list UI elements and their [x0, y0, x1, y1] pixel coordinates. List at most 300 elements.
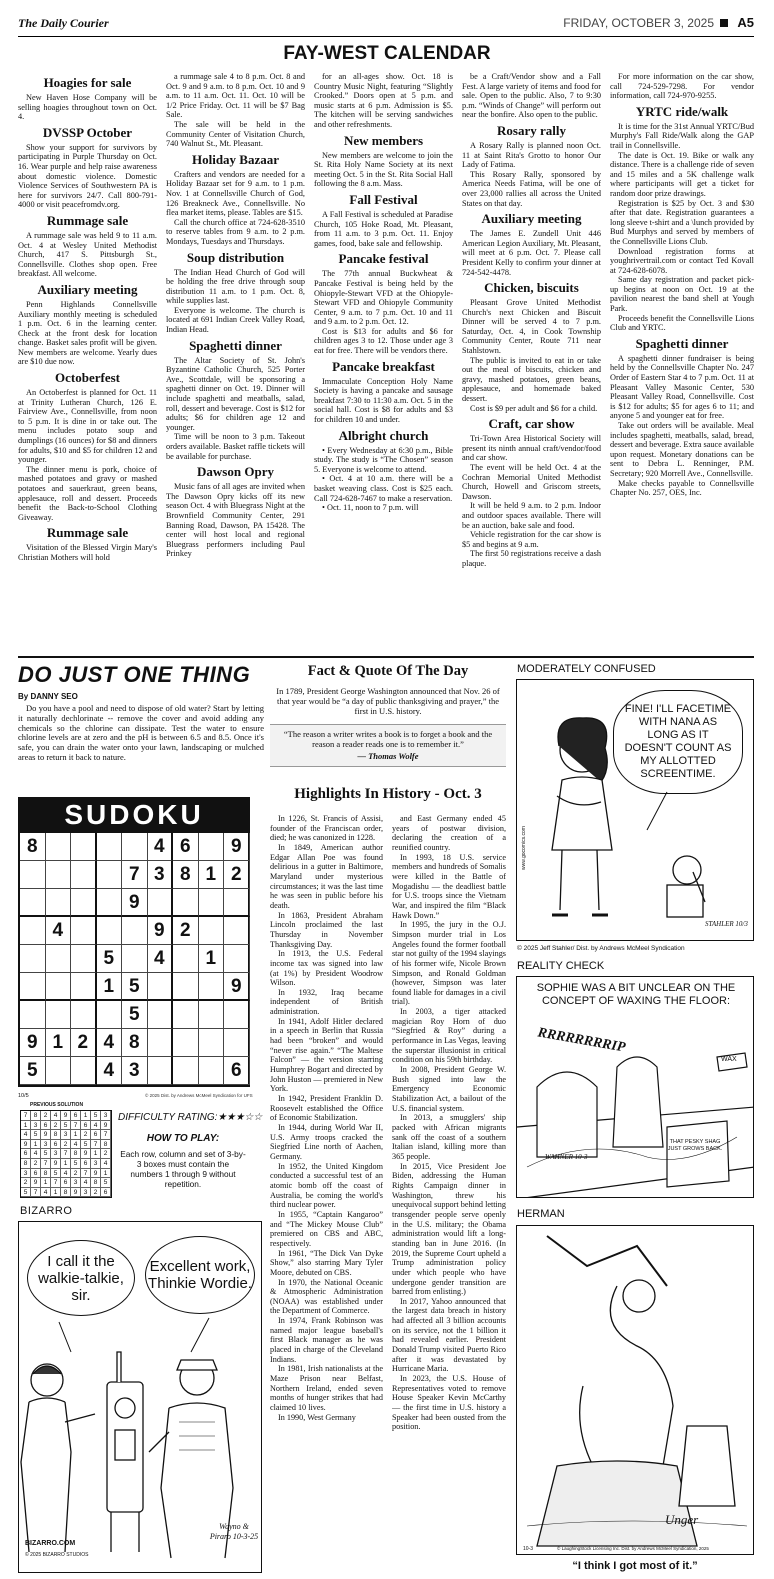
sudoku-cell: [173, 1001, 199, 1029]
history-entry: In 1932, Iraq became independent of British administration.: [270, 987, 383, 1017]
previous-solution-cell: 6: [41, 1121, 51, 1131]
calendar-paragraph: Time will be noon to 3 p.m. Takeout orders available. Basket raffle tickets will be available for purchase.: [166, 432, 305, 461]
herman-credit: © LaughingStock Licensing Inc. Dist. by Andrews McMeel Syndication, 2025: [557, 1546, 709, 1551]
sudoku-cell: 5: [20, 1057, 46, 1085]
calendar-paragraph: Vehicle registration for the car show is $5 and begins at 9 a.m.: [462, 530, 601, 549]
calendar-paragraph: Show your support for survivors by participating in Purple Thursday on Oct. 16. Wear purple and help raise awareness about domestic violence. Domestic Violence Services of Southwestern PA is here for survivors 24/7. Call 800-791-4000 or visit peacefromdv.org.: [18, 142, 157, 210]
sudoku-cell: 9: [224, 973, 250, 1001]
sudoku-cell: 3: [148, 861, 174, 889]
calendar-heading: Rummage sale: [46, 212, 129, 228]
calendar-paragraph: The James E. Zundell Unit 446 American Legion Auxiliary, Mt. Pleasant, will meet at 6 p.m. Oct. 7. Please call President Kelly to confirm your dinner at 724-542-4478.: [462, 229, 601, 277]
previous-solution-cell: 4: [101, 1159, 111, 1169]
previous-solution-cell: 3: [101, 1111, 111, 1121]
sudoku-cell: [71, 917, 97, 945]
previous-solution-cell: 7: [61, 1149, 71, 1159]
rc-signature: WAHNER 10-3: [545, 1153, 588, 1161]
previous-solution-cell: 2: [31, 1159, 41, 1169]
sudoku-cell: [46, 861, 72, 889]
sudoku-cell: 1: [97, 973, 123, 1001]
rc-sign: THAT PESKY SHAG JUST GROWS BACK.: [667, 1139, 723, 1152]
how-to-play-title: HOW TO PLAY:: [146, 1133, 220, 1144]
djot-body: Do you have a pool and need to dispose of old water? Start by letting it naturally dechlorinate -- remove the cover and avoid adding any chemicals so the chlorine can dissipate. Test the water to ensure chlorine levels are at zero and the pH is between 6.5 and 8.5. Once it's safe, you can drain the water onto your lawn, landscaping or mulched areas to return it back to nature.: [18, 703, 264, 762]
rc-wax-label: WAX: [721, 1056, 737, 1063]
previous-solution-cell: 5: [81, 1140, 91, 1150]
previous-solution-cell: 7: [41, 1159, 51, 1169]
previous-solution-cell: 6: [81, 1121, 91, 1131]
previous-solution-cell: 7: [71, 1121, 81, 1131]
history-entry: In 1981, Irish nationalists at the Maze Prison near Belfast, Northern Ireland, ended seven months of hunger strikes that had claimed 10 lives.: [270, 1364, 383, 1413]
previous-solution-cell: 5: [21, 1188, 31, 1198]
calendar-heading: Pancake breakfast: [332, 358, 435, 374]
sudoku-cell: 6: [173, 833, 199, 861]
difficulty-rating: [118, 1112, 262, 1123]
rc-title: REALITY CHECK: [517, 960, 605, 972]
previous-solution-cell: 2: [71, 1169, 81, 1179]
calendar-heading: Rosary rally: [497, 122, 566, 138]
calendar-paragraph: The public is invited to eat in or take out the meal of biscuits, chicken and gravy, mashed potatoes, green beans, applesauce, and homemade baked dessert.: [462, 355, 601, 404]
rc-caption: SOPHIE WAS A BIT UNCLEAR ON THE CONCEPT OF WAXING THE FLOOR:: [536, 982, 736, 1007]
calendar-paragraph: The first 50 registrations receive a dash plaque.: [462, 549, 601, 568]
sudoku-cell: 8: [20, 833, 46, 861]
previous-solution-cell: 3: [61, 1130, 71, 1140]
calendar-column-1: [18, 72, 157, 652]
sudoku-cell: [148, 973, 174, 1001]
calendar-heading: Rummage sale: [46, 525, 129, 541]
sudoku-cell: [20, 973, 46, 1001]
calendar-paragraph: New members are welcome to join the St. Rita Holy Name Society at its next meeting Oct. 5 in the St. Rita Social Hall following the 8 a.m. Mass.: [314, 150, 453, 189]
sudoku-cell: [71, 861, 97, 889]
history-entry: In 1941, Adolf Hitler declared in a speech in Berlin that Russia had been “broken” and would “never rise again.” “The Maltese Falcon” — the version starring Humphrey Bogart and directed by John Huston — premiered in New York.: [270, 1016, 383, 1094]
page-number: A5: [737, 15, 754, 30]
previous-solution-cell: 3: [31, 1121, 41, 1131]
history-entry: In 2015, Vice President Joe Biden, addressing the Human Rights Campaign dinner in Washington, threw his unequivocal support behind letting transgender people serve openly in the U.S. military; the Obama administration would lift a long-standing ban in June 2016. (In 2019, the Supreme Court upheld a Trump administration policy under which people who have undergone gender transition are barred from enlisting.): [392, 1161, 506, 1297]
previous-solution-cell: 5: [71, 1159, 81, 1169]
sudoku-cell: [46, 833, 72, 861]
previous-solution-cell: 5: [101, 1178, 111, 1188]
mc-side-url: www.gocomics.com: [521, 826, 527, 870]
calendar-heading: Spaghetti dinner: [635, 335, 729, 351]
previous-solution-cell: 7: [31, 1188, 41, 1198]
history-entry: In 1226, St. Francis of Assisi, founder of the Franciscan order, died; he was canonized in 1228.: [270, 814, 383, 843]
previous-solution-cell: 7: [21, 1111, 31, 1121]
herman-drawing: [517, 1226, 754, 1555]
previous-solution-cell: 9: [41, 1130, 51, 1140]
sudoku-cell: [199, 973, 225, 1001]
sudoku-cell: [148, 889, 174, 917]
calendar-paragraph: A Fall Festival is scheduled at Paradise Church, 105 Hoke Road, Mt. Pleasant, from 11 a.m. to 3 p.m. Oct. 11. Enjoy games, food, bake sale and fellowship.: [314, 209, 453, 248]
sudoku-cell: [148, 1001, 174, 1029]
difficulty-stars: ★★★☆☆: [217, 1112, 263, 1123]
history-entry: In 1942, President Franklin D. Roosevelt established the Office of Economic Stabilization.: [270, 1094, 383, 1123]
mc-drawing: [517, 680, 754, 941]
calendar-paragraph: A Rosary Rally is planned noon Oct. 11 at Saint Rita's Grotto to honor Our Lady of Fatima.: [462, 140, 601, 170]
fact-text: In 1789, President George Washington announced that Nov. 26 of that year would be “a day of public thanksgiving and prayer,” the first in U.S. history.: [276, 686, 500, 716]
previous-solution-grid: [20, 1110, 112, 1198]
sudoku-cell: [71, 833, 97, 861]
previous-solution-cell: 5: [91, 1111, 101, 1121]
sudoku-cell: [20, 1001, 46, 1029]
mc-title: MODERATELY CONFUSED: [517, 663, 656, 675]
sudoku-cell: [199, 1001, 225, 1029]
previous-solution-cell: 8: [91, 1178, 101, 1188]
issue-date: FRIDAY, OCTOBER 3, 2025: [563, 16, 714, 30]
history-entry: and East Germany ended 45 years of postwar division, declaring the creation of a reunified country.: [392, 814, 506, 852]
history-column-right: [392, 814, 506, 1574]
sudoku-cell: [46, 889, 72, 917]
previous-solution-cell: 6: [91, 1130, 101, 1140]
previous-solution-cell: 2: [51, 1121, 61, 1131]
previous-solution-cell: 5: [41, 1149, 51, 1159]
rc-drawing: [517, 1017, 754, 1198]
masthead: [18, 16, 754, 32]
sudoku-cell: [173, 889, 199, 917]
herman-date: 10-3: [523, 1546, 534, 1552]
mc-girl-figure: [552, 718, 612, 915]
fact-title: Fact & Quote Of The Day: [307, 663, 469, 679]
previous-solution-cell: 5: [61, 1121, 71, 1131]
history-entry: In 2008, President George W. Bush signed into law the Emergency Economic Stabilization Act, a bailout of the U.S. financial system.: [392, 1065, 506, 1113]
quote-text: “The reason a writer writes a book is to forget a book and the reason a reader reads one is to remember it.”: [283, 729, 493, 749]
mc-tablet-figure: [667, 856, 705, 917]
sudoku-cell: 4: [148, 945, 174, 973]
page-marker-icon: [720, 19, 728, 27]
sudoku-cell: 5: [122, 973, 148, 1001]
calendar-paragraph: Crafters and vendors are needed for a Holiday Bazaar set for 9 a.m. to 1 p.m. Nov. 1 at Connellsville Church of God, 126 Breakneck Ave., Connellsville. No flea market items, please. Tables are $15.: [166, 169, 305, 218]
herman-signature: Unger: [665, 1512, 699, 1527]
sudoku-cell: 6: [224, 1057, 250, 1085]
bizarro-comic: [18, 1221, 262, 1573]
paper-name: The Daily Courier: [18, 16, 109, 30]
previous-solution-cell: 1: [81, 1111, 91, 1121]
calendar-paragraph: Take out orders will be available. Meal includes spaghetti, meatballs, salad, bread, dessert and beverage. Extra sauce available upon request. Monetary donations can be sent to Debra L. Renninger, P.M. Secretary; 920 Morrell Ave., Connellsville.: [610, 421, 754, 478]
sudoku-cell: 9: [122, 889, 148, 917]
difficulty-label: DIFFICULTY RATING:: [118, 1112, 218, 1123]
calendar-paragraph: Immaculate Conception Holy Name Society is having a pancake and sausage breakfast 7:30 to 11:30 a.m. Oct. 5 in the social hall. Cost is $8 for adults and $3 for children 10 and under.: [314, 376, 453, 425]
sudoku-cell: 1: [46, 1029, 72, 1057]
previous-solution-cell: 4: [41, 1188, 51, 1198]
calendar-heading: Dawson Opry: [197, 464, 274, 480]
sudoku-cell: 4: [97, 1029, 123, 1057]
previous-solution-cell: 1: [91, 1149, 101, 1159]
sudoku-cell: 9: [148, 917, 174, 945]
sudoku-grid: [20, 831, 248, 1085]
previous-solution-cell: 9: [81, 1149, 91, 1159]
rc-sfx: RRRRRRRRIP: [536, 1025, 627, 1056]
calendar-heading: Albright church: [338, 427, 429, 443]
bizarro-signature: Wayno & Piraro 10-3-25: [209, 1522, 259, 1541]
history-column-left: [270, 814, 383, 1574]
previous-solution-cell: 8: [71, 1149, 81, 1159]
history-entry: In 1849, American author Edgar Allan Poe was found delirious in a gutter in Baltimore, Maryland under mysterious circumstances; it was the last time he was seen in public before his death.: [270, 842, 383, 910]
quote-box: [270, 724, 506, 767]
fact-quote: [270, 662, 506, 767]
sudoku-cell: [224, 917, 250, 945]
sudoku-cell: 4: [97, 1057, 123, 1085]
sudoku-cell: [71, 1001, 97, 1029]
calendar-paragraph: The sale will be held in the Community Center of Visitation Church, 740 Walnut St., Mt. Pleasant.: [166, 119, 305, 149]
sudoku-cell: [97, 833, 123, 861]
sudoku-title: SUDOKU: [20, 799, 248, 831]
sudoku-date: 10/5: [18, 1093, 29, 1099]
history-entry: In 1952, the United Kingdom conducted a successful test of an atomic bomb off the coast of Australia, be coming the world's third nuclear power.: [270, 1161, 383, 1210]
previous-solution-cell: 6: [21, 1149, 31, 1159]
sudoku-cell: [173, 1029, 199, 1057]
calendar-heading: Pancake festival: [338, 251, 429, 267]
sudoku-cell: 4: [46, 917, 72, 945]
calendar-heading: Soup distribution: [186, 249, 285, 265]
calendar-paragraph: Tri-Town Area Historical Society will present its ninth annual craft/vendor/food and car show.: [462, 434, 601, 463]
previous-solution-cell: 6: [101, 1188, 111, 1198]
previous-solution-cell: 4: [51, 1111, 61, 1121]
previous-solution-cell: 3: [71, 1178, 81, 1188]
previous-solution-cell: 5: [51, 1169, 61, 1179]
sudoku-cell: [122, 917, 148, 945]
calendar-paragraph: A rummage sale was held 9 to 11 a.m. Oct. 4 at Wesley United Methodist Church, 417 S. Pittsburgh St., Connellsville. Clothes shop open. Free breakfast. All welcome.: [18, 230, 157, 279]
history-entry: In 1970, the National Oceanic & Atmospheric Administration (NOAA) was established under the Department of Commerce.: [270, 1277, 383, 1316]
calendar-paragraph: The dinner menu is pork, choice of mashed potatoes and gravy or mashed potatoes and sauerkraut, green beans, applesauce, roll and dessert. Proceeds benefit the Back-to-School Clothing Giveaway.: [18, 464, 157, 522]
calendar-heading: New members: [343, 132, 424, 148]
calendar-paragraph: Music fans of all ages are invited when The Dawson Opry kicks off its new season Oct. 4 with Bluegrass Night at the Brownfield Community Center, 291 Banning Road, Dawson, PA 15428. The center will host local and regional Bluegrass performers including Paul Prinkey: [166, 482, 305, 559]
calendar-paragraph: Penn Highlands Connellsville Auxiliary monthly meeting is scheduled 1 p.m. Oct. 6 in the learning center. Check at the front desk for location change. Basket sales profit will be given. New members are welcome. Yearly dues are $10 due now.: [18, 299, 157, 367]
how-to-play-text: Each row, column and set of 3-by-3 boxes must contain the numbers 1 through 9 without repetition.: [120, 1149, 246, 1189]
previous-solution-cell: 3: [91, 1159, 101, 1169]
calendar-paragraph: a rummage sale 4 to 8 p.m. Oct. 8 and Oct. 9 and 9 a.m. to 8 p.m. Oct. 10 and 9 a.m. to 11 a.m. Oct. 11. Oct. 10 will be 1/2 Price Friday. Oct. 11 will be $7 Bag Sale.: [166, 72, 305, 120]
calendar-paragraph: for an all-ages show. Oct. 18 is Country Music Night, featuring “Slightly Crooked.” Doors open at 5 p.m. and music starts at 6 p.m. Admission is $5. The kitchen will be serving sandwiches and other refreshments.: [314, 72, 453, 129]
sudoku-cell: [224, 1029, 250, 1057]
sudoku-cell: [199, 833, 225, 861]
previous-solution-cell: 9: [71, 1188, 81, 1198]
herman-title: HERMAN: [517, 1208, 565, 1220]
calendar-paragraph: Visitation of the Blessed Virgin Mary's Christian Mothers will hold: [18, 543, 157, 562]
walkie-talkie-figure: [107, 1352, 143, 1552]
previous-solution-cell: 7: [91, 1140, 101, 1150]
calendar-heading: YRTC ride/walk: [635, 103, 729, 119]
djot-byline: By DANNY SEO: [18, 692, 78, 701]
sudoku-cell: 5: [122, 1001, 148, 1029]
mc-signature: STAHLER 10/3: [705, 920, 748, 928]
sudoku-cell: [224, 1001, 250, 1029]
sudoku-cell: [71, 889, 97, 917]
previous-solution-cell: 2: [101, 1149, 111, 1159]
calendar-heading: Craft, car show: [488, 416, 575, 432]
sudoku-cell: [199, 917, 225, 945]
calendar-paragraph: Everyone is welcome. The church is located at 691 Indian Creek Valley Road, Indian Head.: [166, 305, 305, 335]
sudoku-cell: 2: [71, 1029, 97, 1057]
previous-solution-cell: 7: [51, 1178, 61, 1188]
sudoku-cell: [199, 1029, 225, 1057]
calendar-paragraph: A spaghetti dinner fundraiser is being held by the Connellsville Chapter No. 247 Order of Eastern Star 4 to 7 p.m. Oct. 11 at Pleasant Valley Masonic Center, 530 Pleasant Valley Road, Connellsville. Cost is $12 for adults; $5 for ages 6 to 11; and anyone 5 and younger eat for free.: [610, 353, 754, 421]
calendar-paragraph: An Octoberfest is planned for Oct. 11 at Trinity Lutheran Church, 126 E. Fairview Ave., Connellsville, from noon to 5 p.m. It is dine in or take out. The menu includes potato soup and dumplings (16 ounces) for $8 and dinners for adults, $10 and $5 for children 12 and younger.: [18, 388, 157, 465]
sudoku-cell: [97, 917, 123, 945]
history-entry: In 1974, Frank Robinson was named major league baseball's first Black manager as he was placed in charge of the Cleveland Indians.: [270, 1316, 383, 1364]
sudoku-cell: [122, 833, 148, 861]
history-entry: In 2013, a smugglers' ship packed with African migrants sank off the coast of a southern Italian island, killing more than 365 people.: [392, 1113, 506, 1161]
previous-solution-cell: 8: [41, 1169, 51, 1179]
calendar-heading: Auxiliary meeting: [37, 281, 138, 297]
sudoku-cell: 1: [199, 861, 225, 889]
sudoku-cell: [173, 945, 199, 973]
history-entry: In 2003, a tiger attacked magician Roy Horn of duo “Siegfried & Roy” during a performance in Las Vegas, leaving the superstar illusionist in critical condition on his 59th birthday.: [392, 1007, 506, 1065]
sudoku-cell: 8: [122, 1029, 148, 1057]
sudoku-cell: [199, 889, 225, 917]
previous-solution-cell: 4: [71, 1140, 81, 1150]
sudoku-cell: [46, 973, 72, 1001]
sudoku-cell: 2: [224, 861, 250, 889]
history-entry: In 2023, the U.S. House of Representatives voted to remove House Speaker Kevin McCarthy — the first time in U.S. history a Speaker had been ousted from the position.: [392, 1374, 506, 1432]
previous-solution-cell: 8: [31, 1111, 41, 1121]
previous-solution-cell: 8: [51, 1130, 61, 1140]
previous-solution-cell: 3: [51, 1149, 61, 1159]
calendar-paragraph: • Every Wednesday at 6:30 p.m., Bible study. The study is “The Chosen” season 5. Everyone is welcome to attend.: [314, 445, 453, 474]
calendar-paragraph: It is time for the 31st Annual YRTC/Bud Murphy's Fall Ride/Walk along the GAP trail in Connellsville.: [610, 121, 754, 150]
previous-solution-cell: 9: [61, 1111, 71, 1121]
sudoku-cell: [97, 861, 123, 889]
sudoku-cell: [173, 973, 199, 1001]
history-entry: In 1955, “Captain Kangaroo” and “The Mickey Mouse Club” premiered on CBS and ABC, respectively.: [270, 1209, 383, 1248]
history-entry: In 1944, during World War II, U.S. Army troops cracked the Siegfried Line north of Aachen, Germany.: [270, 1123, 383, 1161]
calendar-paragraph: It will be held 9 a.m. to 2 p.m. Indoor and outdoor spaces available. There will be an auction, bake sale and food.: [462, 501, 601, 530]
do-just-one-thing: [18, 662, 264, 763]
history-entry: In 1990, West Germany: [278, 1412, 356, 1422]
previous-solution-cell: 1: [71, 1130, 81, 1140]
sudoku-cell: 9: [224, 833, 250, 861]
calendar-heading: Chicken, biscuits: [484, 280, 579, 296]
calendar-paragraph: Cost is $9 per adult and $6 for a child.: [470, 403, 598, 413]
previous-solution-cell: 4: [91, 1121, 101, 1131]
calendar-heading: Holiday Bazaar: [191, 151, 280, 167]
previous-solution-cell: 1: [31, 1140, 41, 1150]
previous-solution-cell: 4: [21, 1130, 31, 1140]
calendar-bottom-rule: [18, 656, 754, 658]
calendar-paragraph: Call the church office at 724-628-3510 to reserve tables from 9 a.m. to 2 p.m. Mondays, Tuesdays and Thursdays.: [166, 217, 305, 246]
calendar-heading: DVSSP October: [42, 124, 133, 140]
mc-credit: © 2025 Jeff Stahler/ Dist. by Andrews McMeel Syndication: [517, 945, 685, 952]
history-entry: In 1995, the jury in the O.J. Simpson murder trial in Los Angeles found the former football star not guilty of the 1994 slayings of his former wife, Nicole Brown Simpson, and Ronald Goldman (however, Simpson was later found liable for damages in a civil trial).: [392, 920, 506, 1007]
sudoku-cell: [224, 889, 250, 917]
sudoku-cell: [97, 889, 123, 917]
calendar-heading: Fall Festival: [349, 191, 418, 207]
previous-solution-cell: 2: [91, 1188, 101, 1198]
moderately-confused-comic: [516, 679, 754, 941]
previous-solution-label: PREVIOUS SOLUTION: [30, 1102, 84, 1108]
calendar-paragraph: Registration is $25 by Oct. 3 and $30 after that date. Registration guarantees a long sleeve t-shirt and a \lunch provided by Bud Murphys and served by members of the Connellsville Lions Club.: [610, 198, 754, 246]
sudoku-cell: [46, 1001, 72, 1029]
calendar-paragraph: • Oct. 4 at 10 a.m. there will be a basket weaving class. Cost is $25 each. Call 724-628-7467 to make a reservation.: [314, 474, 453, 503]
calendar-paragraph: • Oct. 11, noon to 7 p.m. will: [322, 503, 419, 513]
sudoku-cell: 1: [199, 945, 225, 973]
sudoku-cell: [71, 973, 97, 1001]
previous-solution-cell: 4: [31, 1149, 41, 1159]
sudoku-cell: 5: [97, 945, 123, 973]
calendar-paragraph: For more information on the car show, call 724-529-7298. For vendor information, call 724-970-9255.: [610, 72, 754, 101]
sudoku-cell: [224, 945, 250, 973]
calendar-heading: Spaghetti dinner: [189, 337, 282, 353]
calendar-heading: Hoagies for sale: [43, 75, 132, 90]
sudoku-cell: [148, 1029, 174, 1057]
previous-solution-cell: 9: [51, 1159, 61, 1169]
previous-solution-cell: 3: [21, 1169, 31, 1179]
previous-solution-cell: 9: [31, 1178, 41, 1188]
sudoku-cell: [173, 1057, 199, 1085]
previous-solution-cell: 4: [61, 1169, 71, 1179]
previous-solution-cell: 7: [101, 1130, 111, 1140]
sudoku-cell: [71, 1057, 97, 1085]
bizarro-bubble-right: Excellent work, Thinkie Wordie.: [145, 1236, 255, 1314]
previous-solution-cell: 9: [91, 1169, 101, 1179]
sudoku-cell: [20, 889, 46, 917]
previous-solution-cell: 3: [41, 1140, 51, 1150]
sudoku-cell: [97, 1001, 123, 1029]
history-entry: In 1993, 18 U.S. service members and hundreds of Somalis were killed in the Battle of Mogadishu — the deadliest battle for U.S. troops since the Vietnam War, and inspired the film “Black Hawk Down.”: [392, 852, 506, 920]
sudoku-cell: [20, 861, 46, 889]
herman-comic: [516, 1225, 754, 1555]
calendar-paragraph: New Haven Hose Company will be selling hoagies throughout town on Oct. 4.: [18, 93, 157, 122]
bizarro-site: BIZARRO.COM: [25, 1540, 76, 1547]
calendar-paragraph: This Rosary Rally, sponsored by America Needs Fatima, will be one of over 23,000 rallies all across the United States on that day.: [462, 169, 601, 208]
previous-solution-cell: 1: [51, 1188, 61, 1198]
previous-solution-cell: 6: [61, 1178, 71, 1188]
previous-solution-cell: 2: [21, 1178, 31, 1188]
sudoku-cell: [46, 1057, 72, 1085]
previous-solution-cell: 2: [61, 1140, 71, 1150]
mc-bubble: FINE! I'LL FACETIME WITH NANA AS LONG AS IT DOESN'T COUNT AS MY ALLOTTED SCREENTIME.: [613, 690, 743, 794]
sudoku-cell: [46, 945, 72, 973]
previous-solution-cell: 1: [41, 1178, 51, 1188]
calendar-heading: Auxiliary meeting: [481, 211, 582, 227]
calendar-column-3: [314, 72, 453, 652]
calendar-paragraph: Make checks payable to Connellsville Chapter No. 257, OES, Inc.: [610, 478, 754, 498]
previous-solution-cell: 1: [21, 1121, 31, 1131]
sudoku-cell: [20, 917, 46, 945]
bizarro-copyright: © 2025 BIZARRO STUDIOS: [25, 1552, 89, 1558]
sudoku-cell: 2: [173, 917, 199, 945]
previous-solution-cell: 6: [81, 1159, 91, 1169]
reality-check-comic: [516, 976, 754, 1198]
calendar-paragraph: be a Craft/Vendor show and a Fall Fest. A large variety of items and food for sale. Open to the public. Also, 7 to 9:30 p.m. “Winds of Change” will perform out near the bonfire. Also open to the public.: [462, 72, 601, 120]
previous-solution-cell: 2: [41, 1111, 51, 1121]
herman-caption: “I think I got most of it.”: [572, 1560, 698, 1572]
history-entry: In 1961, “The Dick Van Dyke Show,” also starring Mary Tyler Moore, debuted on CBS.: [270, 1248, 383, 1277]
history-entry: In 1913, the U.S. Federal income tax was signed into law (at 1%) by President Woodrow Wilson.: [270, 949, 383, 988]
calendar-column-5: [610, 72, 754, 652]
sudoku-cell: 8: [173, 861, 199, 889]
left-man-figure: [21, 1364, 95, 1552]
sudoku-cell: 7: [122, 861, 148, 889]
djot-title: DO JUST ONE THING: [18, 662, 251, 687]
calendar-paragraph: The event will be held Oct. 4 at the Cochran Memorial United Methodist Church, Howell and Griscom streets, Dawson.: [462, 463, 601, 501]
sudoku-cell: [20, 945, 46, 973]
calendar-paragraph: The date is Oct. 19. Bike or walk any distance. There is a challenge ride of seven and 15 miles and a 5K challenge walk where participants will get a ticket for random door prize drawings.: [610, 150, 754, 198]
history-title: Highlights In History - Oct. 3: [294, 786, 482, 802]
sudoku-cell: [199, 1057, 225, 1085]
calendar-paragraph: The Altar Society of St. John's Byzantine Catholic Church, 525 Porter Ave., Scottdale, will be sponsoring a spaghetti dinner on Oct. 19. Dinner will include spaghetti and meatballs, salad, roll, dessert and beverage. Cost is $12 for adults; $6 for children age 12 and younger.: [166, 355, 305, 432]
previous-solution-cell: 3: [81, 1188, 91, 1198]
previous-solution-cell: 8: [101, 1140, 111, 1150]
sudoku-puzzle: [18, 797, 250, 1087]
previous-solution-cell: 9: [21, 1140, 31, 1150]
previous-solution-cell: 6: [31, 1169, 41, 1179]
calendar-column-4: [462, 72, 601, 652]
calendar-paragraph: The 77th annual Buckwheat & Pancake Festival is being held by the Ohiopyle-Stewart VFD at the Ohiopyle-Stewart VFD and Ohiopyle Community Center, 9 a.m. to 7 p.m. Oct. 10 and 11 and 9 a.m. to 2 p.m. Oct. 12.: [314, 269, 453, 327]
bizarro-bubble-left: I call it the walkie-talkie, sir.: [27, 1240, 135, 1316]
previous-solution-cell: 6: [71, 1111, 81, 1121]
section-title: FAY-WEST CALENDAR: [283, 43, 491, 64]
history-entry: In 1863, President Abraham Lincoln proclaimed the last Thursday in November Thanksgiving Day.: [270, 910, 383, 949]
sudoku-cell: [71, 945, 97, 973]
previous-solution-cell: 2: [81, 1130, 91, 1140]
sudoku-cell: 4: [148, 833, 174, 861]
previous-solution-cell: 1: [101, 1169, 111, 1179]
